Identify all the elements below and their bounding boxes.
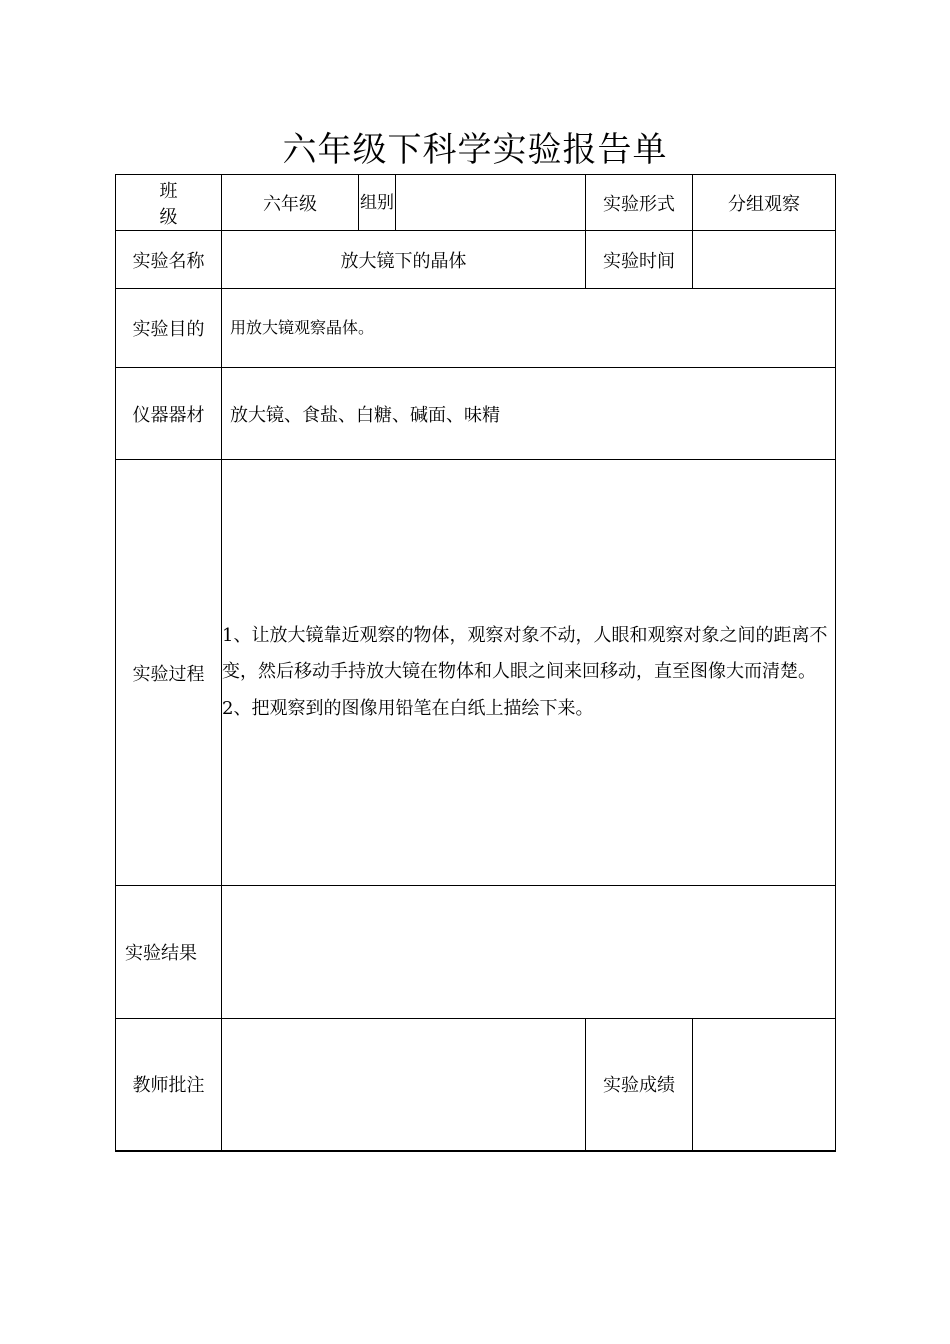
report-table <box>115 174 836 1152</box>
row-class <box>116 175 836 231</box>
row-purpose <box>116 289 836 368</box>
score-value[interactable] <box>693 1019 836 1151</box>
teacher-comment[interactable] <box>222 1019 586 1151</box>
process-step-1: 1、让放大镜靠近观察的物体，观察对象不动，人眼和观察对象之间的距离不变，然后移动手持放大镜在物体和人眼之间来回移动，直至图像大而清楚。 <box>222 624 828 683</box>
name-label: 实验名称 <box>116 231 222 289</box>
form-value[interactable]: 分组观察 <box>693 175 836 231</box>
name-value[interactable]: 放大镜下的晶体 <box>222 231 586 289</box>
teacher-label: 教师批注 <box>116 1019 222 1151</box>
process-step-2: 2、把观察到的图像用铅笔在白纸上描绘下来。 <box>222 697 594 719</box>
process-label: 实验过程 <box>116 460 222 886</box>
class-value[interactable]: 六年级 <box>222 175 359 231</box>
equipment-label: 仪器器材 <box>116 368 222 460</box>
row-result <box>116 886 836 1019</box>
time-label: 实验时间 <box>586 231 693 289</box>
row-name <box>116 231 836 289</box>
group-value[interactable] <box>396 175 586 231</box>
time-value[interactable] <box>693 231 836 289</box>
score-label: 实验成绩 <box>586 1019 693 1151</box>
process-content[interactable] <box>222 460 836 886</box>
page-title: 六年级下科学实验报告单 <box>282 130 668 170</box>
row-teacher <box>116 1019 836 1151</box>
row-equipment <box>116 368 836 460</box>
class-label: 班 级 <box>116 175 222 231</box>
form-label: 实验形式 <box>586 175 693 231</box>
result-value[interactable] <box>222 886 836 1019</box>
result-label: 实验结果 <box>116 886 222 1019</box>
purpose-value[interactable]: 用放大镜观察晶体。 <box>222 289 836 368</box>
group-label: 组别 <box>359 175 396 231</box>
row-process <box>116 460 836 886</box>
purpose-label: 实验目的 <box>116 289 222 368</box>
equipment-value[interactable]: 放大镜、食盐、白糖、碱面、味精 <box>222 368 836 460</box>
